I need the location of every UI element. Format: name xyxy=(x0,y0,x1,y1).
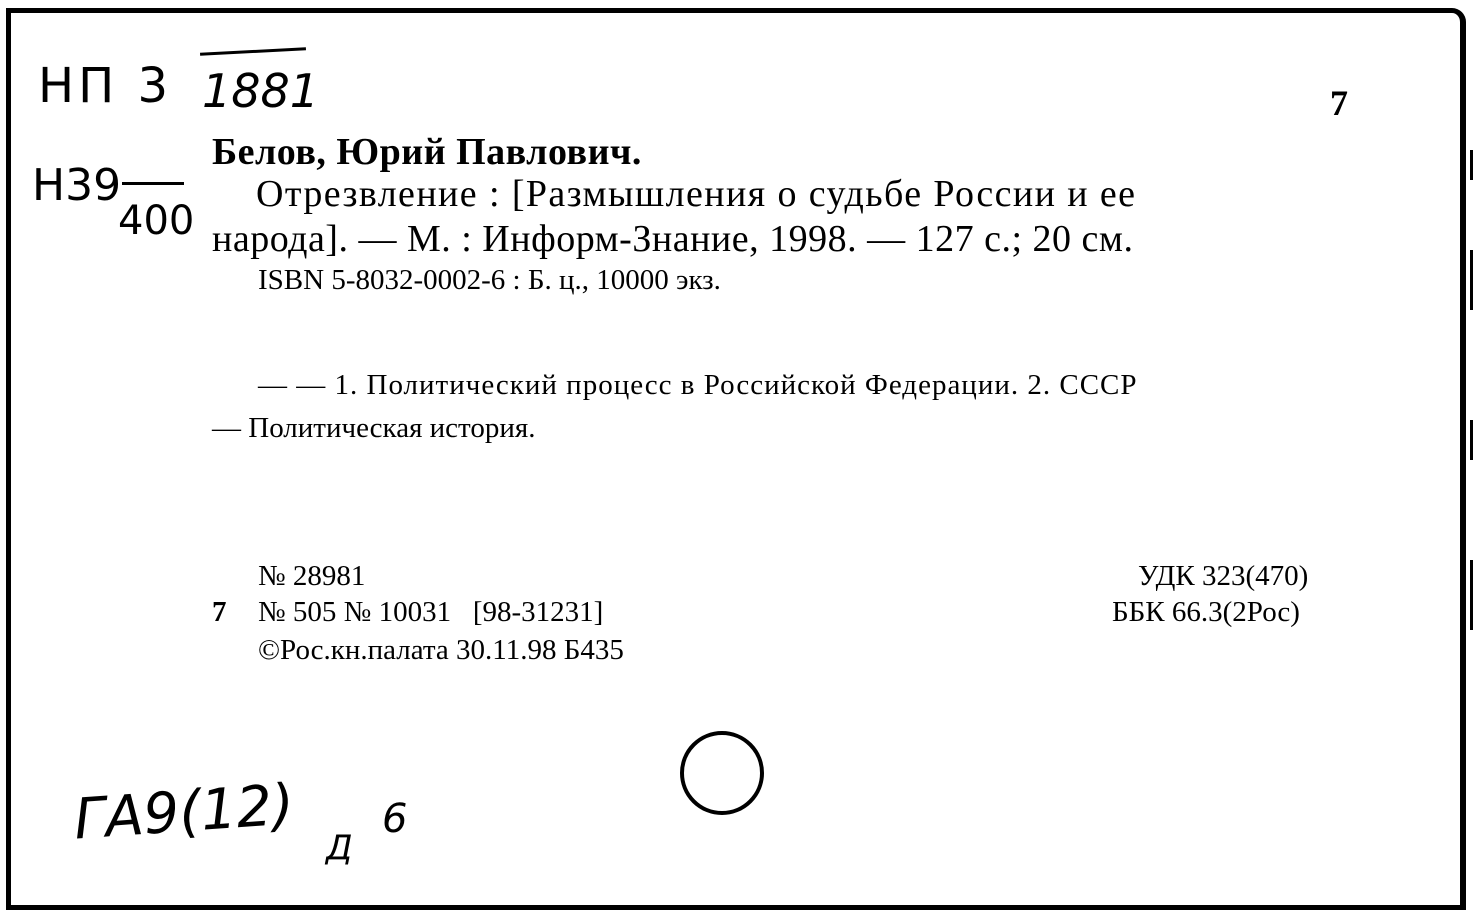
subjects-line-2: — Политическая история. xyxy=(212,412,536,444)
handwritten-bottom-note: ГА9(12) xyxy=(72,772,297,853)
bbk-code: ББК 66.3(2Рос) xyxy=(1112,596,1300,628)
handwritten-bottom-sup: 6 xyxy=(382,796,408,842)
subjects-line-1: — — 1. Политический процесс в Российской Федерации. 2. СССР xyxy=(258,369,1138,401)
copyright-line: ©Рос.кн.палата 30.11.98 Б435 xyxy=(258,634,624,666)
isbn-line: ISBN 5-8032-0002-6 : Б. ц., 10000 экз. xyxy=(258,264,721,296)
title-line-2: народа]. — М. : Информ-Знание, 1998. — 127 с.; 20 см. xyxy=(212,218,1134,260)
fraction-bar xyxy=(122,182,184,185)
handwritten-shelf-mark: НП 3 xyxy=(38,58,172,114)
handwritten-cutter-number: 400 xyxy=(118,198,195,244)
handwritten-class-code: Н39 xyxy=(32,160,122,211)
record-number: № 28981 xyxy=(258,560,366,592)
author-heading: Белов, Юрий Павлович. xyxy=(212,131,642,173)
punch-hole xyxy=(680,731,764,815)
handwritten-bottom-sub: Д xyxy=(326,828,353,868)
left-digit: 7 xyxy=(212,596,227,628)
title-line-1: Отрезвление : [Размышления о судьбе России и ее xyxy=(256,173,1137,215)
udk-code: УДК 323(470) xyxy=(1138,560,1309,592)
card-number: 7 xyxy=(1330,83,1348,123)
handwritten-inventory-number: 1881 xyxy=(202,64,320,118)
numbers-line: № 505 № 10031 [98-31231] xyxy=(258,596,604,628)
